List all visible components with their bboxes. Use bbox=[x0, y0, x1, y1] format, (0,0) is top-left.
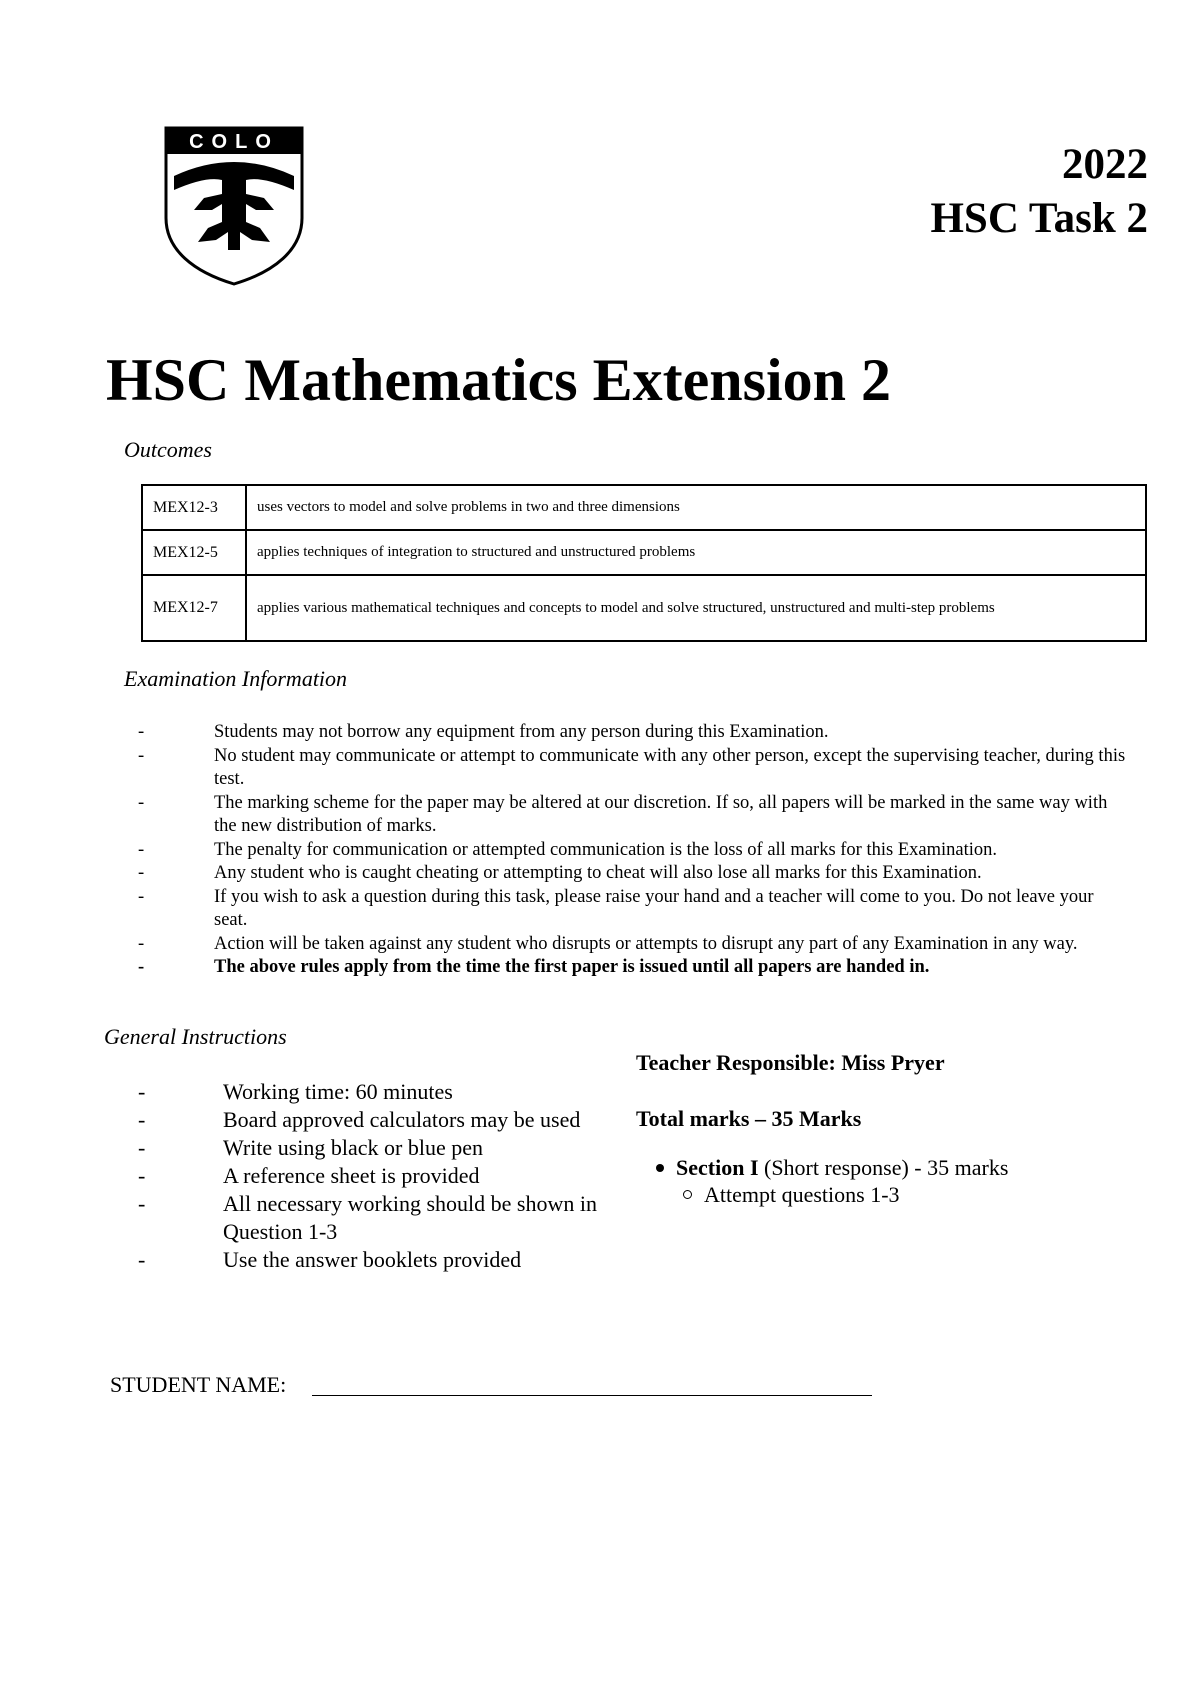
table-row bbox=[142, 485, 1146, 530]
list-item: - Board approved calculators may be used bbox=[138, 1107, 581, 1132]
section-sub-bullet bbox=[683, 1182, 900, 1208]
outcomes-label: Outcomes bbox=[124, 437, 212, 462]
list-item: - No student may communicate or attempt to communicate with any other person, except the supervising teacher, during this test. bbox=[138, 745, 1126, 789]
table-row bbox=[142, 530, 1146, 575]
general-instructions-list bbox=[138, 1078, 618, 1274]
bullet-icon bbox=[656, 1164, 664, 1172]
outcome-code: MEX12-7 bbox=[142, 575, 246, 641]
list-item: - Any student who is caught cheating or attempting to cheat will also lose all marks for this Examination. bbox=[138, 863, 982, 883]
list-item: - The marking scheme for the paper may be altered at our discretion. If so, all papers will be marked in the same way with the new distribution of marks. bbox=[138, 792, 1108, 836]
crest-text: COLO bbox=[189, 131, 279, 153]
section-sub-text: Attempt questions 1-3 bbox=[704, 1182, 900, 1207]
list-item: - Write using black or blue pen bbox=[138, 1135, 483, 1160]
list-item: - The above rules apply from the time the first paper is issued until all papers are handed in. bbox=[138, 957, 930, 977]
circle-bullet-icon bbox=[683, 1190, 692, 1199]
school-crest-logo bbox=[164, 126, 304, 286]
section-name: Section I bbox=[676, 1155, 759, 1180]
outcome-code: MEX12-5 bbox=[142, 530, 246, 575]
section-bullet bbox=[656, 1155, 1008, 1181]
list-item: - A reference sheet is provided bbox=[138, 1163, 480, 1188]
list-item: - If you wish to ask a question during this task, please raise your hand and a teacher will come to you. Do not leave your seat. bbox=[138, 886, 1094, 930]
outcome-code: MEX12-3 bbox=[142, 485, 246, 530]
year-heading: 2022 bbox=[1062, 141, 1148, 188]
table-row bbox=[142, 575, 1146, 641]
list-item: - The penalty for communication or attempted communication is the loss of all marks for this Examination. bbox=[138, 839, 997, 860]
list-item: - Students may not borrow any equipment from any person during this Examination. bbox=[138, 722, 829, 742]
outcome-text: applies various mathematical techniques and concepts to model and solve structured, unstructured and multi-step problems bbox=[246, 575, 1146, 641]
outcome-text: uses vectors to model and solve problems in two and three dimensions bbox=[246, 485, 1146, 530]
section-detail: (Short response) - 35 marks bbox=[758, 1155, 1009, 1180]
student-name-field[interactable] bbox=[312, 1395, 872, 1396]
outcome-text: applies techniques of integration to structured and unstructured problems bbox=[246, 530, 1146, 575]
list-item: - Use the answer booklets provided bbox=[138, 1247, 522, 1272]
exam-info-list bbox=[138, 721, 1128, 980]
exam-info-label: Examination Information bbox=[124, 666, 348, 691]
list-item: - Working time: 60 minutes bbox=[138, 1079, 453, 1104]
total-marks: Total marks – 35 Marks bbox=[636, 1106, 862, 1131]
outcomes-table bbox=[141, 484, 1147, 642]
general-instructions-label: General Instructions bbox=[104, 1024, 287, 1049]
list-item: - Action will be taken against any student who disrupts or attempts to disrupt any part of any Examination in any way. bbox=[138, 933, 1078, 954]
task-heading: HSC Task 2 bbox=[930, 195, 1148, 242]
teacher-responsible: Teacher Responsible: Miss Pryer bbox=[636, 1050, 945, 1075]
list-item: - All necessary working should be shown in Question 1-3 bbox=[138, 1191, 597, 1244]
page-title: HSC Mathematics Extension 2 bbox=[106, 347, 891, 413]
student-name-label: STUDENT NAME: bbox=[110, 1372, 287, 1397]
